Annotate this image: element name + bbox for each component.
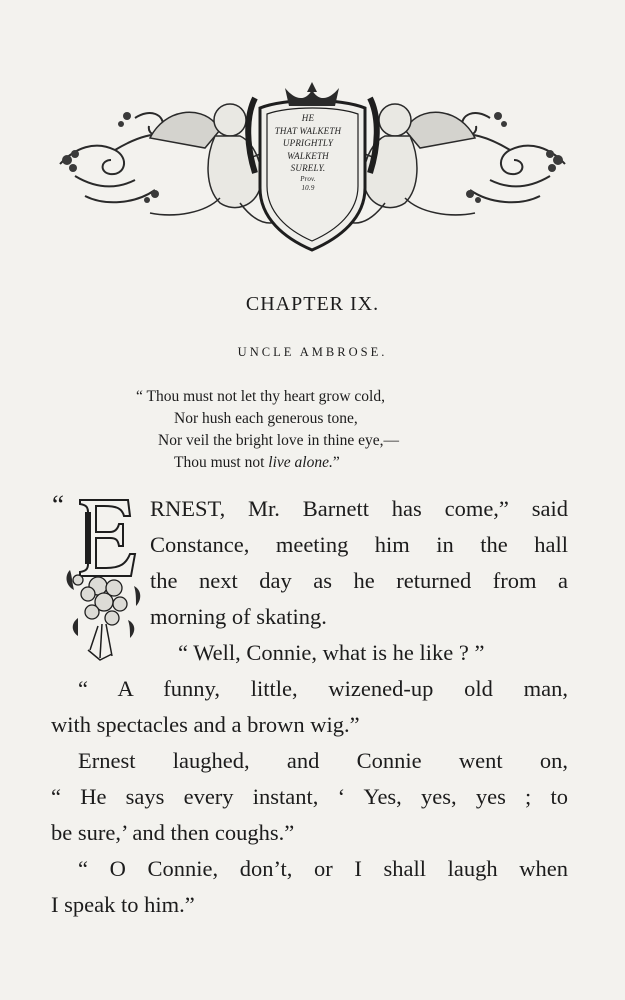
text-line: “ He says every instant, ‘ Yes, yes, yes ; to	[51, 784, 568, 809]
shield-motto	[268, 112, 348, 193]
epigraph-text: ”	[332, 454, 340, 471]
text-line: with spectacles and a brown wig.”	[51, 712, 360, 737]
shield-line: Prov.	[300, 174, 316, 183]
epigraph-line	[174, 452, 625, 474]
chapter-subtitle: UNCLE AMBROSE.	[237, 345, 388, 359]
text-line: Ernest laughed, and Connie went on,	[78, 748, 568, 773]
epigraph-text: Thou must not	[174, 454, 269, 471]
text-line: “ A funny, little, wizened-up old man,	[78, 676, 568, 701]
epigraph-line: “ Thou must not let thy heart grow cold,	[136, 388, 385, 405]
text-line: “ Well, Connie, what is he like ? ”	[178, 640, 485, 665]
shield-line: 10.9	[301, 183, 315, 192]
epigraph-line: Nor veil the bright love in thine eye,—	[158, 432, 400, 449]
shield-line: THAT WALKETH	[274, 125, 342, 136]
epigraph-italic: live alone.	[268, 454, 333, 471]
text-line: the next day as he returned from a	[150, 568, 568, 593]
epigraph	[0, 386, 625, 474]
shield-line: UPRIGHTLY	[282, 138, 334, 148]
text-line: “ O Connie, don’t, or I shall laugh when	[78, 856, 568, 881]
chapter-title: CHAPTER IX.	[245, 293, 380, 315]
drop-cap-e-illustration	[58, 490, 144, 662]
epigraph-line: Nor hush each generous tone,	[174, 410, 358, 427]
opening-quote: “	[52, 490, 64, 520]
text-line: RNEST, Mr. Barnett has come,” said	[150, 496, 568, 521]
shield-line: SURELY.	[290, 163, 326, 173]
text-line: I speak to him.”	[51, 892, 195, 917]
shield-line: WALKETH	[287, 150, 329, 161]
text-line: morning of skating.	[150, 604, 327, 629]
shield-line: HE	[301, 113, 315, 123]
text-line: Constance, meeting him in the hall	[150, 532, 568, 557]
text-line: be sure,’ and then coughs.”	[51, 820, 295, 845]
